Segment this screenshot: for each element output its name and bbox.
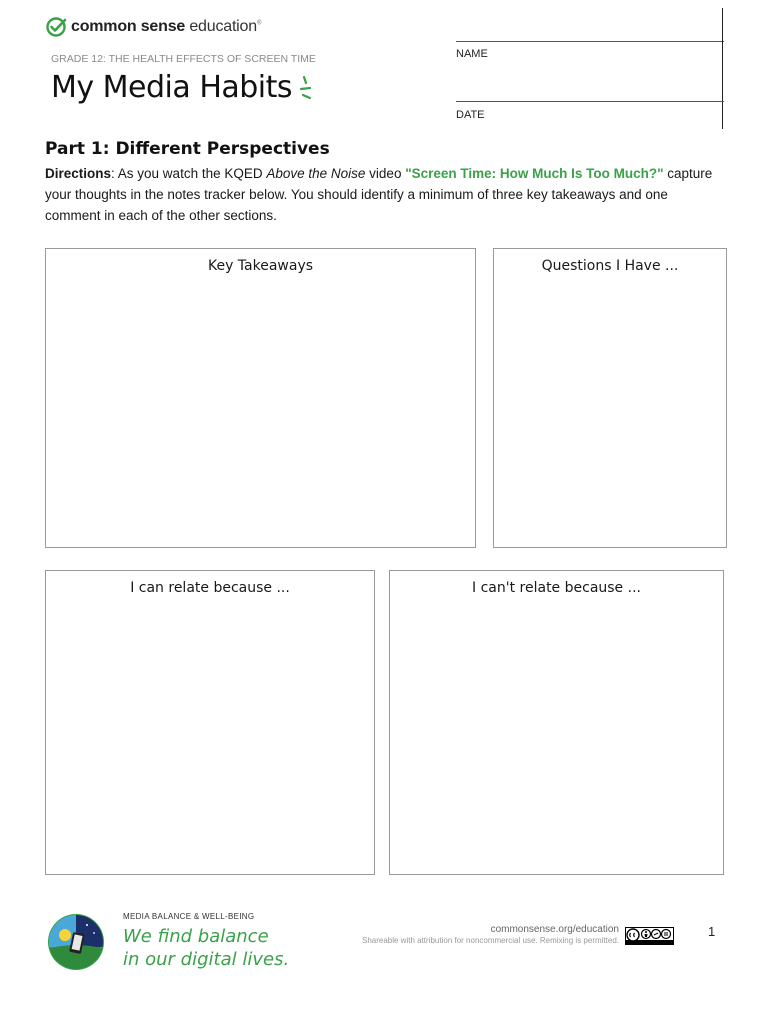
media-balance-badge-icon xyxy=(47,913,105,971)
key-takeaways-label: Key Takeaways xyxy=(207,258,314,274)
checkmark-circle-icon xyxy=(45,16,67,38)
footer-slogan xyxy=(123,925,289,971)
brand-logo xyxy=(45,16,261,38)
cant-relate-label: I can't relate because ... xyxy=(472,580,641,596)
page-title-row xyxy=(51,70,320,105)
registered-mark: ® xyxy=(256,20,262,27)
name-label: NAME xyxy=(456,48,488,60)
fields-vertical-rule xyxy=(722,8,723,129)
sparkle-icon xyxy=(300,73,320,103)
can-relate-box[interactable] xyxy=(45,570,375,875)
directions-part-3: capture your thoughts in the notes tracker below. You should identify a minimum of three key takeaways and one comment in each of the other sections. xyxy=(45,166,713,223)
cant-relate-box[interactable] xyxy=(389,570,724,875)
directions-text xyxy=(45,163,725,226)
questions-box[interactable] xyxy=(493,248,727,548)
key-takeaways-box[interactable] xyxy=(45,248,476,548)
brand-name-bold: common sense xyxy=(71,18,186,35)
date-label: DATE xyxy=(456,109,485,121)
directions-part-2: video xyxy=(365,166,406,181)
footer-slogan-line-2: in our digital lives. xyxy=(123,949,290,970)
page-title: My Media Habits xyxy=(51,70,293,105)
footer-slogan-line-1: We find balance xyxy=(123,926,269,947)
footer-share-note: Shareable with attribution for noncommercial use. Remixing is permitted. xyxy=(361,936,619,945)
creative-commons-icon xyxy=(625,927,674,945)
page-number: 1 xyxy=(708,924,716,939)
footer-tagline: MEDIA BALANCE & WELL-BEING xyxy=(123,912,255,921)
grade-line: GRADE 12: THE HEALTH EFFECTS OF SCREEN TIME xyxy=(51,53,316,65)
name-field-line[interactable] xyxy=(456,101,724,102)
brand-name xyxy=(71,18,261,36)
questions-label: Questions I Have ... xyxy=(541,258,679,274)
directions-label: Directions xyxy=(45,166,112,181)
part-title: Part 1: Different Perspectives xyxy=(45,139,330,159)
video-title-link[interactable]: "Screen Time: How Much Is Too Much?" xyxy=(405,166,664,181)
brand-name-light: education xyxy=(189,18,257,35)
footer-url[interactable]: commonsense.org/education xyxy=(490,924,619,935)
show-name: Above the Noise xyxy=(266,166,366,181)
directions-part-1: : As you watch the KQED xyxy=(111,166,267,181)
can-relate-label: I can relate because ... xyxy=(130,580,290,596)
name-field-top-rule xyxy=(456,41,724,42)
